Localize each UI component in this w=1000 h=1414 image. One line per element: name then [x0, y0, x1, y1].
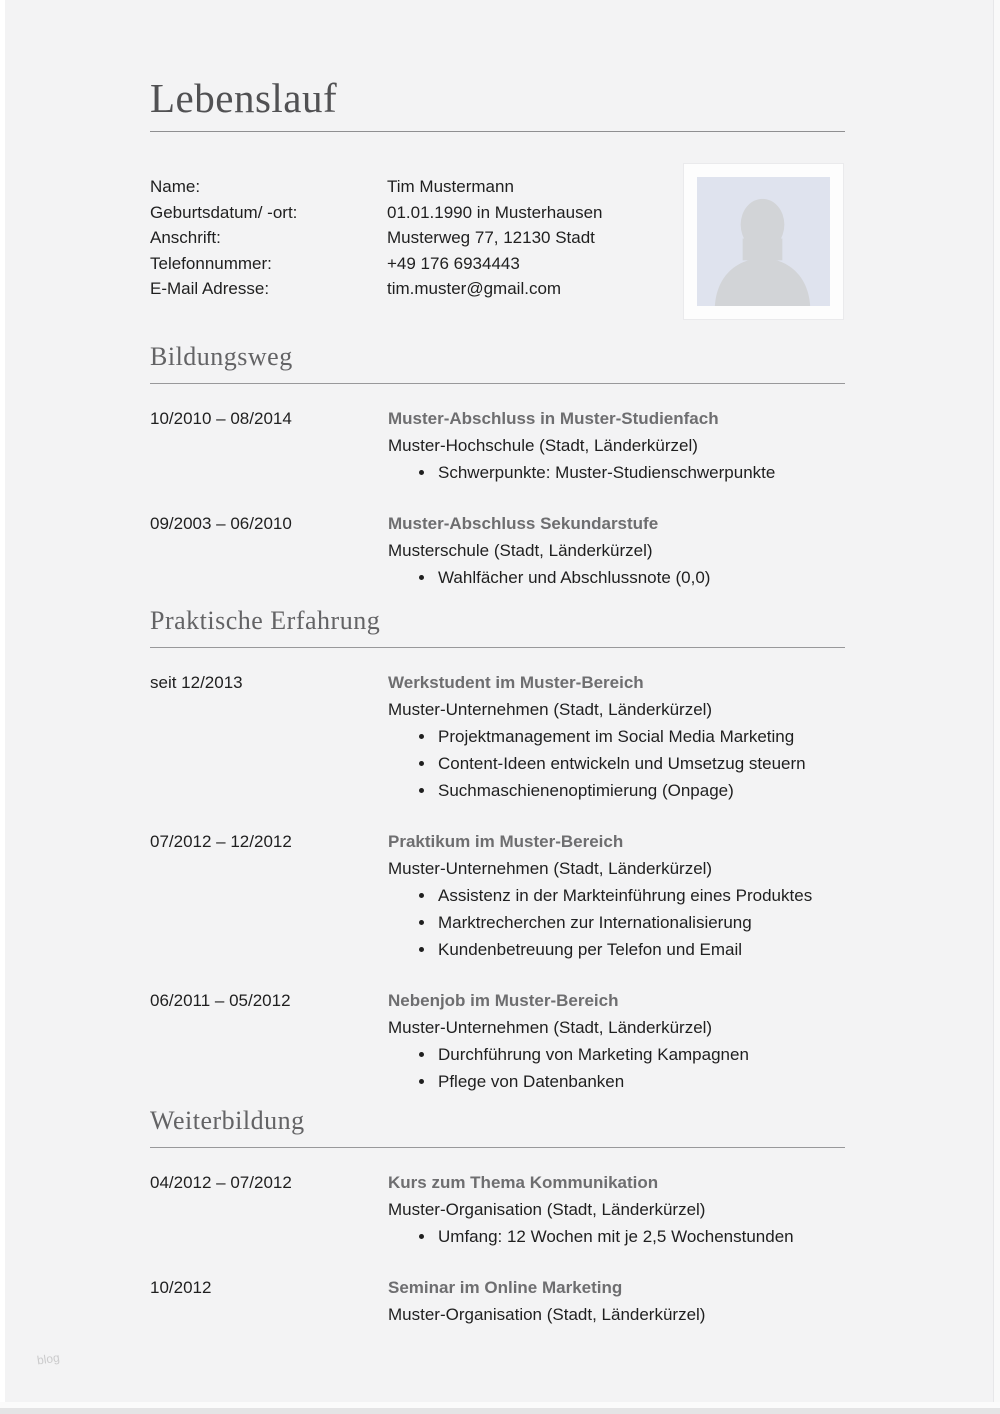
bullet-item: • Durchführung von Marketing Kampagnen	[436, 1041, 845, 1068]
entry-date: 07/2012 – 12/2012	[150, 832, 292, 851]
info-row	[150, 276, 680, 302]
bullet-item: • Projektmanagement im Social Media Marketing	[436, 723, 845, 750]
bullet-item: • Wahlfächer und Abschlussnote (0,0)	[436, 564, 845, 591]
entry	[150, 987, 845, 1095]
info-value: Tim Mustermann	[387, 177, 514, 196]
entry-body	[388, 828, 845, 963]
section-divider	[150, 647, 845, 648]
section-heading: Praktische Erfahrung	[150, 606, 381, 635]
info-row	[150, 174, 680, 200]
entry-date: 09/2003 – 06/2010	[150, 514, 292, 533]
entry-bullets	[388, 723, 845, 804]
entry-title: Muster-Abschluss Sekundarstufe	[388, 514, 659, 533]
entry-subtitle: Muster-Hochschule (Stadt, Länderkürzel)	[388, 436, 698, 455]
page-edge-right	[993, 0, 1000, 1414]
info-label: Anschrift:	[150, 228, 221, 248]
bullet-item: • Kundenbetreuung per Telefon und Email	[436, 936, 845, 963]
bullet-item: • Pflege von Datenbanken	[436, 1068, 845, 1095]
bullet-item: • Marktrecherchen zur Internationalisierung	[436, 909, 845, 936]
info-label: E-Mail Adresse:	[150, 279, 270, 299]
info-value: tim.muster@gmail.com	[387, 279, 562, 299]
entry-date: 04/2012 – 07/2012	[150, 1173, 292, 1192]
bullet-item: • Schwerpunkte: Muster-Studienschwerpunkte	[436, 459, 845, 486]
entry-subtitle: Muster-Unternehmen (Stadt, Länderkürzel)	[388, 700, 713, 719]
entry-title: Kurs zum Thema Kommunikation	[388, 1173, 659, 1192]
entry-title: Praktikum im Muster-Bereich	[388, 832, 624, 851]
entry-date: 10/2012	[150, 1278, 212, 1297]
entry-title: Muster-Abschluss in Muster-Studienfach	[388, 409, 719, 428]
info-label: Telefonnummer:	[150, 253, 272, 273]
entry-body	[388, 987, 845, 1095]
entry-subtitle: Muster-Organisation (Stadt, Länderkürzel)	[388, 1200, 706, 1219]
entry	[150, 405, 845, 486]
info-row	[150, 200, 680, 226]
entry-title: Nebenjob im Muster-Bereich	[388, 991, 619, 1010]
info-label: Name:	[150, 177, 201, 196]
info-row	[150, 251, 680, 277]
entry-bullets	[388, 459, 845, 486]
personal-info	[150, 174, 680, 302]
info-value: 01.01.1990 in Musterhausen	[387, 202, 603, 222]
entry-subtitle: Muster-Unternehmen (Stadt, Länderkürzel)	[388, 1018, 713, 1037]
entry-date: 06/2011 – 05/2012	[150, 991, 291, 1010]
entry	[150, 510, 845, 591]
entry-title: Seminar im Online Marketing	[388, 1278, 623, 1297]
entry-body	[388, 510, 845, 591]
entry-list	[150, 669, 845, 1095]
page-title: Lebenslauf	[150, 75, 338, 121]
entry-bullets	[388, 882, 845, 963]
entry-subtitle: Muster-Organisation (Stadt, Länderkürzel)	[388, 1305, 706, 1324]
bullet-item: • Content-Ideen entwickeln und Umsetzug steuern	[436, 750, 845, 777]
section-bildungsweg	[150, 340, 845, 615]
portrait-silhouette-icon	[697, 177, 830, 306]
entry-body	[388, 1169, 845, 1250]
section-divider	[150, 1147, 845, 1148]
info-row	[150, 225, 680, 251]
section-weiterbildung	[150, 1104, 845, 1352]
entry-body	[388, 669, 845, 804]
entry-list	[150, 405, 845, 591]
info-value: Musterweg 77, 12130 Stadt	[387, 228, 595, 248]
entry-list	[150, 1169, 845, 1328]
bullet-item: • Suchmaschienenoptimierung (Onpage)	[436, 777, 845, 804]
entry-bullets	[388, 1223, 845, 1250]
entry	[150, 1169, 845, 1250]
section-divider	[150, 383, 845, 384]
page-edge-left	[0, 0, 5, 1414]
entry-bullets	[388, 1041, 845, 1095]
entry	[150, 1274, 845, 1328]
watermark: blog	[36, 1350, 61, 1368]
entry-title: Werkstudent im Muster-Bereich	[388, 673, 644, 692]
entry-date: seit 12/2013	[150, 673, 243, 692]
section-praktische-erfahrung	[150, 604, 845, 1119]
entry-bullets	[388, 564, 845, 591]
section-heading: Bildungsweg	[150, 342, 293, 371]
entry-body	[388, 1274, 845, 1328]
section-heading: Weiterbildung	[150, 1106, 305, 1135]
info-label: Geburtsdatum/ -ort:	[150, 202, 298, 222]
info-value: +49 176 6934443	[387, 253, 520, 273]
entry-subtitle: Muster-Unternehmen (Stadt, Länderkürzel)	[388, 859, 713, 878]
bullet-item: • Umfang: 12 Wochen mit je 2,5 Wochenstunden	[436, 1223, 845, 1250]
entry-date: 10/2010 – 08/2014	[150, 409, 292, 428]
entry	[150, 669, 845, 804]
title-divider	[150, 131, 845, 132]
entry-body	[388, 405, 845, 486]
page-content	[150, 0, 845, 1414]
entry-subtitle: Musterschule (Stadt, Länderkürzel)	[388, 541, 653, 560]
bullet-item: • Assistenz in der Markteinführung eines Produktes	[436, 882, 845, 909]
photo-frame	[683, 163, 844, 320]
entry	[150, 828, 845, 963]
